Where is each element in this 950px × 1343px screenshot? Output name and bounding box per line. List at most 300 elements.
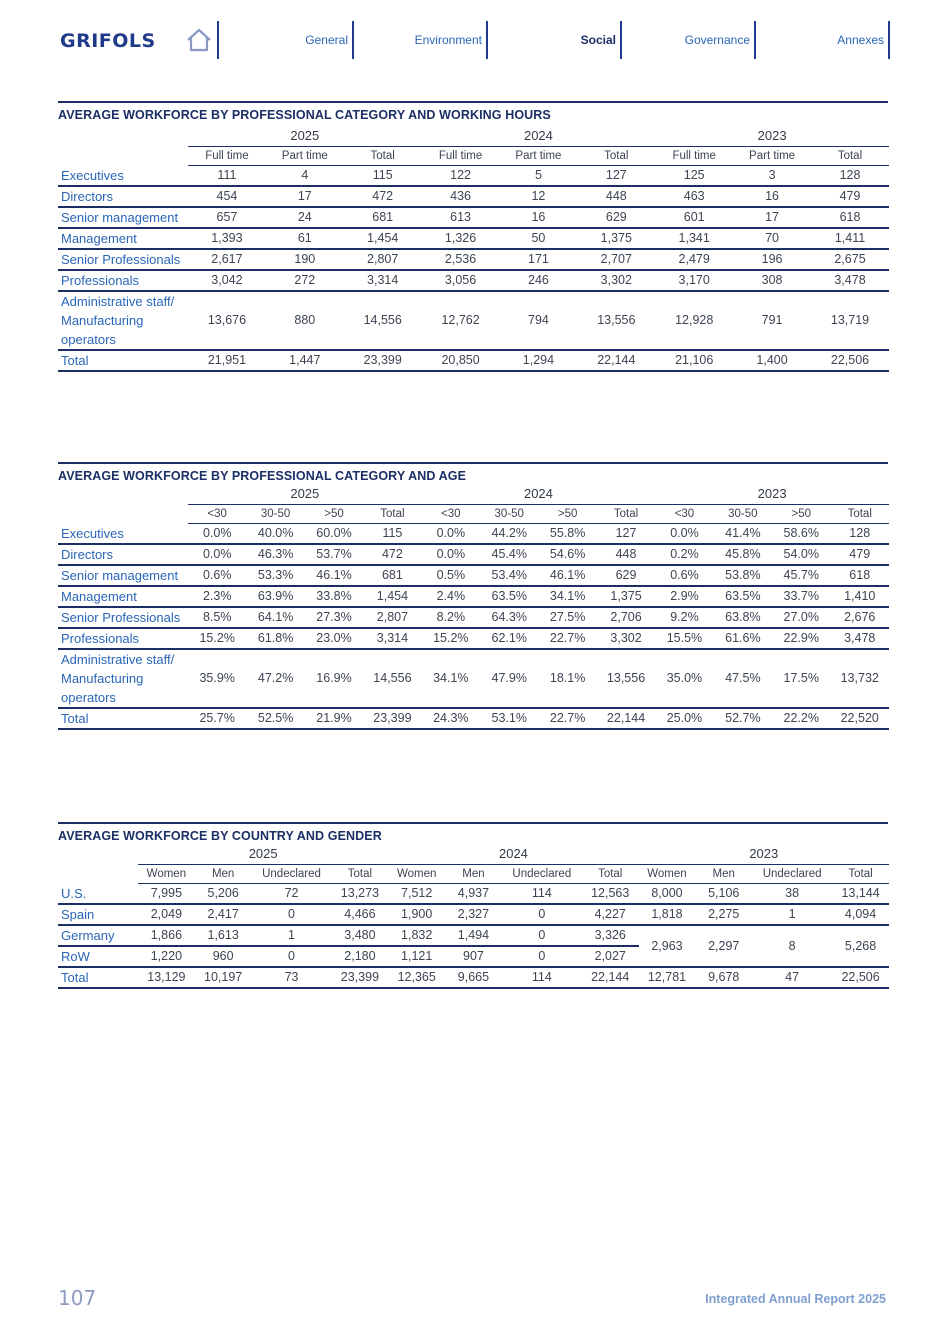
cell-value: 618 [830, 565, 889, 586]
cell-value: 16.9% [305, 649, 363, 708]
col-header: Part time [733, 147, 811, 166]
cell-value: 0.6% [655, 565, 713, 586]
cell-value: 14,556 [344, 291, 422, 350]
nav-governance[interactable]: Governance [684, 33, 750, 47]
table-row [58, 967, 889, 988]
home-icon[interactable] [185, 26, 213, 54]
cell-value: 22,144 [577, 350, 655, 371]
cell-value: 15.5% [655, 628, 713, 649]
cell-value: 53.7% [305, 544, 363, 565]
cell-value: 2,807 [363, 607, 421, 628]
cell-value: 60.0% [305, 524, 363, 544]
col-header: Part time [266, 147, 344, 166]
year-2023: 2023 [655, 126, 889, 147]
cell-value: 2,617 [188, 249, 266, 270]
cell-value: 25.0% [655, 708, 713, 729]
cell-value: 47.5% [714, 649, 772, 708]
cell-value: 54.0% [772, 544, 830, 565]
nav-divider [217, 21, 219, 59]
cell-value: 33.8% [305, 586, 363, 607]
nav-divider [486, 21, 488, 59]
col-header: <30 [655, 505, 713, 524]
cell-value: 12,781 [639, 967, 696, 988]
nav-divider [352, 21, 354, 59]
year-2024: 2024 [388, 844, 638, 865]
cell-value: 12,563 [582, 884, 639, 904]
col-header: Total [582, 865, 639, 884]
cell-value: 16 [500, 207, 578, 228]
nav-social[interactable]: Social [580, 33, 616, 47]
cell-value: 479 [811, 186, 889, 207]
cell-value: 3,478 [830, 628, 889, 649]
cell-value: 272 [266, 270, 344, 291]
cell-value: 27.5% [538, 607, 596, 628]
cell-value: 64.3% [480, 607, 538, 628]
cell-value: 1,411 [811, 228, 889, 249]
cell-value: 53.8% [714, 565, 772, 586]
col-header: Full time [422, 147, 500, 166]
cell-value: 1,613 [195, 925, 252, 946]
cell-value: 0 [502, 904, 582, 925]
cell-value: 13,719 [811, 291, 889, 350]
col-header: Women [138, 865, 195, 884]
cell-value: 45.8% [714, 544, 772, 565]
cell-value: 17 [266, 186, 344, 207]
col-header: Women [388, 865, 445, 884]
cell-value: 22.7% [538, 708, 596, 729]
cell-value: 3,056 [422, 270, 500, 291]
cell-value: 63.5% [480, 586, 538, 607]
cell-value: 47.2% [246, 649, 304, 708]
cell-value: 0.5% [422, 565, 480, 586]
table-row [58, 524, 889, 544]
cell-value: 53.4% [480, 565, 538, 586]
page-number: 107 [58, 1286, 97, 1310]
cell-value: 12,365 [388, 967, 445, 988]
merged-cell-value: 2,297 [695, 925, 752, 967]
cell-value: 21.9% [305, 708, 363, 729]
cell-value: 13,273 [332, 884, 389, 904]
row-label: Senior Professionals [58, 249, 188, 270]
cell-value: 13,556 [597, 649, 655, 708]
cell-value: 2,417 [195, 904, 252, 925]
col-header: Total [363, 505, 421, 524]
cell-value: 0.6% [188, 565, 246, 586]
cell-value: 1,294 [500, 350, 578, 371]
cell-value: 13,129 [138, 967, 195, 988]
cell-value: 15.2% [422, 628, 480, 649]
table-row [58, 291, 889, 350]
cell-value: 17.5% [772, 649, 830, 708]
cell-value: 3,478 [811, 270, 889, 291]
cell-value: 22,506 [811, 350, 889, 371]
cell-value: 25.7% [188, 708, 246, 729]
col-header: Men [445, 865, 502, 884]
table-row [58, 925, 889, 946]
cell-value: 53.3% [246, 565, 304, 586]
cell-value: 114 [502, 884, 582, 904]
table-row [58, 884, 889, 904]
col-header: Total [811, 147, 889, 166]
cell-value: 960 [195, 946, 252, 967]
cell-value: 2.9% [655, 586, 713, 607]
row-label: Executives [58, 166, 188, 186]
year-header-row [58, 844, 889, 865]
cell-value: 1,818 [639, 904, 696, 925]
col-header: >50 [305, 505, 363, 524]
cell-value: 308 [733, 270, 811, 291]
cell-value: 2,479 [655, 249, 733, 270]
cell-value: 128 [830, 524, 889, 544]
year-2024: 2024 [422, 484, 656, 505]
cell-value: 70 [733, 228, 811, 249]
col-header: 30-50 [714, 505, 772, 524]
cell-value: 2,536 [422, 249, 500, 270]
cell-value: 1,341 [655, 228, 733, 249]
grifols-logo[interactable]: GRIFOLS [60, 30, 156, 52]
cell-value: 127 [577, 166, 655, 186]
cell-value: 10,197 [195, 967, 252, 988]
cell-value: 61.6% [714, 628, 772, 649]
merged-cell-value: 5,268 [832, 925, 889, 967]
cell-value: 8.5% [188, 607, 246, 628]
table-row [58, 249, 889, 270]
cell-value: 22.2% [772, 708, 830, 729]
cell-value: 13,556 [577, 291, 655, 350]
cell-value: 45.4% [480, 544, 538, 565]
cell-value: 472 [344, 186, 422, 207]
cell-value: 53.1% [480, 708, 538, 729]
cell-value: 5 [500, 166, 578, 186]
cell-value: 2,707 [577, 249, 655, 270]
table-row [58, 270, 889, 291]
cell-value: 4,094 [832, 904, 889, 925]
row-label: Directors [58, 186, 188, 207]
row-label: Senior Professionals [58, 607, 188, 628]
subcolumn-header-row [58, 865, 889, 884]
row-label: Senior management [58, 207, 188, 228]
cell-value: 23.0% [305, 628, 363, 649]
col-header: Total [332, 865, 389, 884]
col-header: 30-50 [246, 505, 304, 524]
nav-annexes[interactable]: Annexes [837, 33, 884, 47]
row-label: Directors [58, 544, 188, 565]
cell-value: 3,326 [582, 925, 639, 946]
cell-value: 34.1% [422, 649, 480, 708]
merged-cell-value: 2,963 [639, 925, 696, 967]
cell-value: 13,676 [188, 291, 266, 350]
cell-value: 3,302 [597, 628, 655, 649]
col-header: Undeclared [752, 865, 832, 884]
col-header: Full time [655, 147, 733, 166]
cell-value: 0 [252, 904, 332, 925]
cell-value: 3,314 [344, 270, 422, 291]
cell-value: 46.1% [305, 565, 363, 586]
cell-value: 24.3% [422, 708, 480, 729]
cell-value: 21,106 [655, 350, 733, 371]
cell-value: 50 [500, 228, 578, 249]
row-label: Total [58, 967, 138, 988]
cell-value: 17 [733, 207, 811, 228]
cell-value: 2.4% [422, 586, 480, 607]
cell-value: 2,049 [138, 904, 195, 925]
cell-value: 472 [363, 544, 421, 565]
cell-value: 13,732 [830, 649, 889, 708]
row-label: Total [58, 708, 188, 729]
cell-value: 47.9% [480, 649, 538, 708]
row-label: Administrative staff/ Manufacturing operators [58, 291, 188, 350]
cell-value: 127 [597, 524, 655, 544]
table-row [58, 628, 889, 649]
cell-value: 16 [733, 186, 811, 207]
cell-value: 479 [830, 544, 889, 565]
row-label: U.S. [58, 884, 138, 904]
row-label: Professionals [58, 628, 188, 649]
cell-value: 64.1% [246, 607, 304, 628]
nav-divider [620, 21, 622, 59]
cell-value: 1,454 [363, 586, 421, 607]
cell-value: 2,180 [332, 946, 389, 967]
cell-value: 21,951 [188, 350, 266, 371]
cell-value: 3,314 [363, 628, 421, 649]
col-header: 30-50 [480, 505, 538, 524]
cell-value: 34.1% [538, 586, 596, 607]
cell-value: 3,170 [655, 270, 733, 291]
cell-value: 5,106 [695, 884, 752, 904]
row-label: Germany [58, 925, 138, 946]
cell-value: 1,866 [138, 925, 195, 946]
nav-environment[interactable]: Environment [414, 33, 482, 47]
cell-value: 1,494 [445, 925, 502, 946]
cell-value: 24 [266, 207, 344, 228]
cell-value: 9,678 [695, 967, 752, 988]
cell-value: 246 [500, 270, 578, 291]
cell-value: 111 [188, 166, 266, 186]
subcolumn-header-row [58, 147, 889, 166]
col-header: Total [830, 505, 889, 524]
cell-value: 12,928 [655, 291, 733, 350]
row-label: Administrative staff/ Manufacturing operators [58, 649, 188, 708]
cell-value: 880 [266, 291, 344, 350]
row-label: RoW [58, 946, 138, 967]
table-row [58, 904, 889, 925]
cell-value: 54.6% [538, 544, 596, 565]
workforce-by-hours-table [58, 126, 889, 372]
col-header: Undeclared [502, 865, 582, 884]
cell-value: 7,995 [138, 884, 195, 904]
cell-value: 22,144 [597, 708, 655, 729]
row-label: Senior management [58, 565, 188, 586]
cell-value: 27.3% [305, 607, 363, 628]
table-row [58, 544, 889, 565]
col-header: >50 [538, 505, 596, 524]
cell-value: 122 [422, 166, 500, 186]
cell-value: 12 [500, 186, 578, 207]
row-label: Management [58, 586, 188, 607]
cell-value: 1,121 [388, 946, 445, 967]
cell-value: 1,447 [266, 350, 344, 371]
cell-value: 2,275 [695, 904, 752, 925]
cell-value: 2,807 [344, 249, 422, 270]
table-row [58, 186, 889, 207]
cell-value: 0 [502, 946, 582, 967]
cell-value: 463 [655, 186, 733, 207]
table-row [58, 708, 889, 729]
col-header: Women [639, 865, 696, 884]
cell-value: 22,520 [830, 708, 889, 729]
cell-value: 73 [252, 967, 332, 988]
cell-value: 40.0% [246, 524, 304, 544]
nav-divider [888, 21, 890, 59]
cell-value: 0.0% [422, 544, 480, 565]
cell-value: 45.7% [772, 565, 830, 586]
col-header: Total [832, 865, 889, 884]
cell-value: 61 [266, 228, 344, 249]
cell-value: 1,454 [344, 228, 422, 249]
cell-value: 22,506 [832, 967, 889, 988]
row-label: Management [58, 228, 188, 249]
cell-value: 46.1% [538, 565, 596, 586]
nav-general[interactable]: General [305, 33, 348, 47]
cell-value: 35.0% [655, 649, 713, 708]
cell-value: 2,706 [597, 607, 655, 628]
subcolumn-header-row [58, 505, 889, 524]
cell-value: 1,410 [830, 586, 889, 607]
col-header: Part time [500, 147, 578, 166]
cell-value: 2.3% [188, 586, 246, 607]
table-row [58, 228, 889, 249]
cell-value: 1,220 [138, 946, 195, 967]
nav-divider [754, 21, 756, 59]
cell-value: 35.9% [188, 649, 246, 708]
cell-value: 33.7% [772, 586, 830, 607]
cell-value: 12,762 [422, 291, 500, 350]
cell-value: 2,675 [811, 249, 889, 270]
row-label: Total [58, 350, 188, 371]
year-2025: 2025 [188, 484, 422, 505]
cell-value: 1 [252, 925, 332, 946]
cell-value: 23,399 [363, 708, 421, 729]
page-header [60, 20, 890, 60]
table3-title: AVERAGE WORKFORCE BY COUNTRY AND GENDER [58, 822, 888, 843]
cell-value: 0.2% [655, 544, 713, 565]
col-header: Total [597, 505, 655, 524]
cell-value: 52.5% [246, 708, 304, 729]
cell-value: 63.5% [714, 586, 772, 607]
cell-value: 4,937 [445, 884, 502, 904]
cell-value: 613 [422, 207, 500, 228]
cell-value: 52.7% [714, 708, 772, 729]
cell-value: 1,326 [422, 228, 500, 249]
cell-value: 125 [655, 166, 733, 186]
row-label: Professionals [58, 270, 188, 291]
cell-value: 171 [500, 249, 578, 270]
col-header: Total [344, 147, 422, 166]
cell-value: 38 [752, 884, 832, 904]
cell-value: 14,556 [363, 649, 421, 708]
col-header: >50 [772, 505, 830, 524]
cell-value: 1,375 [577, 228, 655, 249]
cell-value: 4,466 [332, 904, 389, 925]
cell-value: 23,399 [344, 350, 422, 371]
year-2025: 2025 [138, 844, 388, 865]
cell-value: 41.4% [714, 524, 772, 544]
cell-value: 5,206 [195, 884, 252, 904]
cell-value: 55.8% [538, 524, 596, 544]
cell-value: 44.2% [480, 524, 538, 544]
cell-value: 47 [752, 967, 832, 988]
col-header: Total [577, 147, 655, 166]
workforce-by-age-table [58, 484, 889, 730]
cell-value: 629 [597, 565, 655, 586]
cell-value: 681 [363, 565, 421, 586]
table-row [58, 649, 889, 708]
cell-value: 63.8% [714, 607, 772, 628]
cell-value: 58.6% [772, 524, 830, 544]
cell-value: 0.0% [188, 524, 246, 544]
cell-value: 22.7% [538, 628, 596, 649]
cell-value: 2,327 [445, 904, 502, 925]
cell-value: 13,144 [832, 884, 889, 904]
cell-value: 62.1% [480, 628, 538, 649]
row-label: Spain [58, 904, 138, 925]
year-2024: 2024 [422, 126, 656, 147]
cell-value: 657 [188, 207, 266, 228]
table2-title: AVERAGE WORKFORCE BY PROFESSIONAL CATEGORY AND AGE [58, 462, 888, 483]
table-row [58, 607, 889, 628]
table-row [58, 350, 889, 371]
cell-value: 3,480 [332, 925, 389, 946]
cell-value: 454 [188, 186, 266, 207]
cell-value: 1,832 [388, 925, 445, 946]
cell-value: 115 [344, 166, 422, 186]
table-row [58, 586, 889, 607]
cell-value: 23,399 [332, 967, 389, 988]
cell-value: 629 [577, 207, 655, 228]
year-header-row [58, 126, 889, 147]
cell-value: 1,900 [388, 904, 445, 925]
workforce-by-country-table [58, 844, 889, 989]
year-2023: 2023 [639, 844, 889, 865]
cell-value: 907 [445, 946, 502, 967]
cell-value: 115 [363, 524, 421, 544]
cell-value: 1,375 [597, 586, 655, 607]
cell-value: 3,302 [577, 270, 655, 291]
cell-value: 22.9% [772, 628, 830, 649]
report-title: Integrated Annual Report 2025 [705, 1292, 886, 1306]
cell-value: 22,144 [582, 967, 639, 988]
col-header: Undeclared [252, 865, 332, 884]
cell-value: 794 [500, 291, 578, 350]
merged-cell-value: 8 [752, 925, 832, 967]
cell-value: 791 [733, 291, 811, 350]
cell-value: 681 [344, 207, 422, 228]
col-header: Men [195, 865, 252, 884]
col-header: <30 [422, 505, 480, 524]
cell-value: 3,042 [188, 270, 266, 291]
col-header: <30 [188, 505, 246, 524]
cell-value: 618 [811, 207, 889, 228]
year-2023: 2023 [655, 484, 889, 505]
cell-value: 8,000 [639, 884, 696, 904]
cell-value: 61.8% [246, 628, 304, 649]
col-header: Full time [188, 147, 266, 166]
cell-value: 27.0% [772, 607, 830, 628]
cell-value: 0.0% [655, 524, 713, 544]
cell-value: 196 [733, 249, 811, 270]
cell-value: 4,227 [582, 904, 639, 925]
year-2025: 2025 [188, 126, 422, 147]
